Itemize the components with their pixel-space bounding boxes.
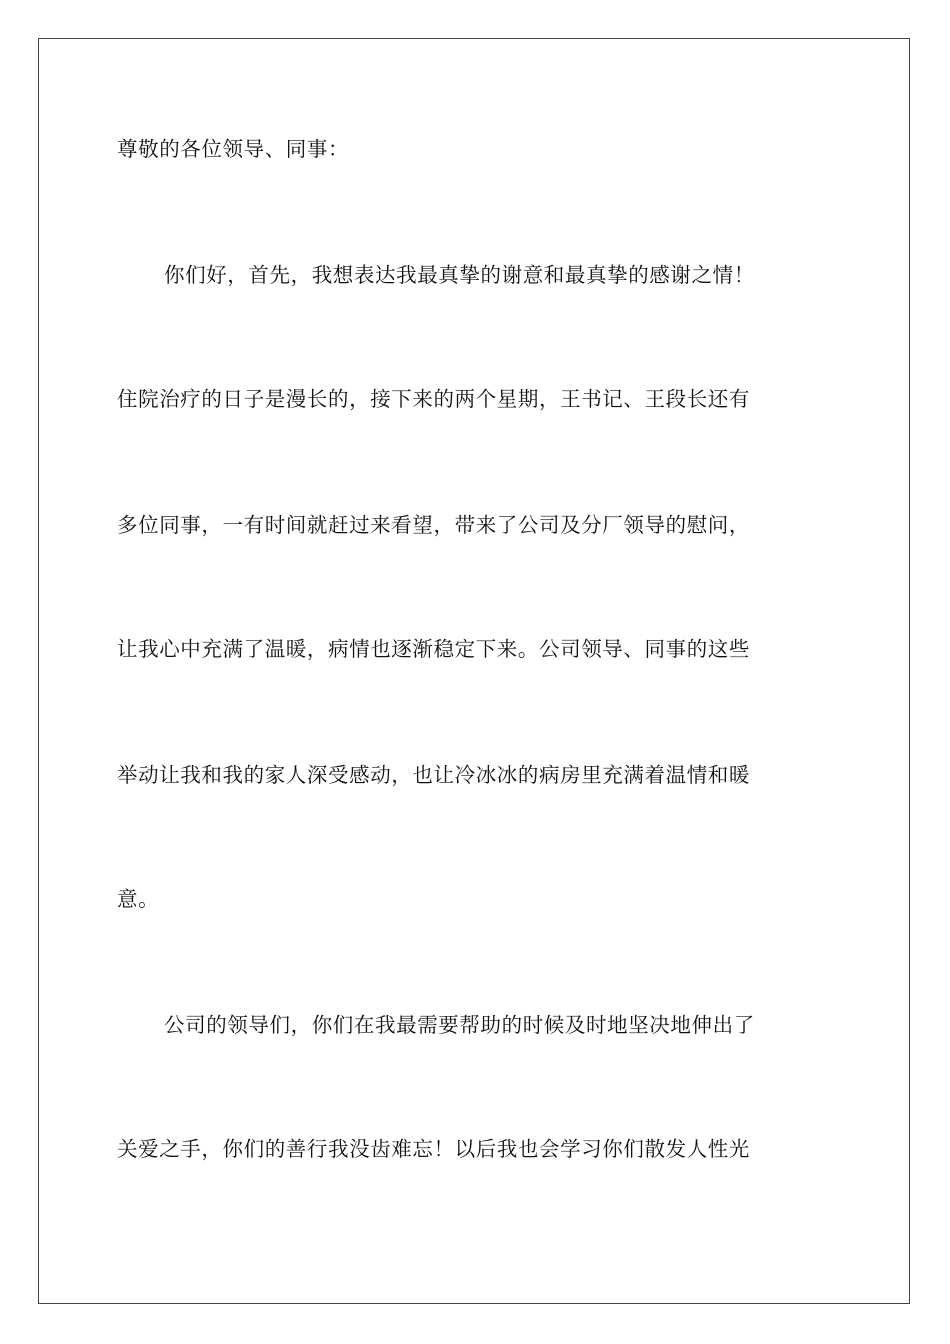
page-border [38,38,910,1304]
paragraph-1-line-2: 住院治疗的日子是漫长的，接下来的两个星期，王书记、王段长还有 [117,387,750,411]
paragraph-2-line-1: 公司的领导们，你们在我最需要帮助的时候及时地坚决地伸出了 [164,1013,755,1037]
salutation: 尊敬的各位领导、同事： [117,137,350,161]
paragraph-1-line-6: 意。 [117,887,160,911]
paragraph-1-line-1: 你们好，首先，我想表达我最真挚的谢意和最真挚的感谢之情！ [164,263,755,287]
paragraph-2-line-2: 关爱之手，你们的善行我没齿难忘！以后我也会学习你们散发人性光 [117,1137,750,1161]
paragraph-1-line-4: 让我心中充满了温暖，病情也逐渐稳定下来。公司领导、同事的这些 [117,637,750,661]
paragraph-1-line-5: 举动让我和我的家人深受感动，也让冷冰冰的病房里充满着温情和暖 [117,763,750,787]
paragraph-1-line-3: 多位同事，一有时间就赶过来看望，带来了公司及分厂领导的慰问， [117,513,750,537]
